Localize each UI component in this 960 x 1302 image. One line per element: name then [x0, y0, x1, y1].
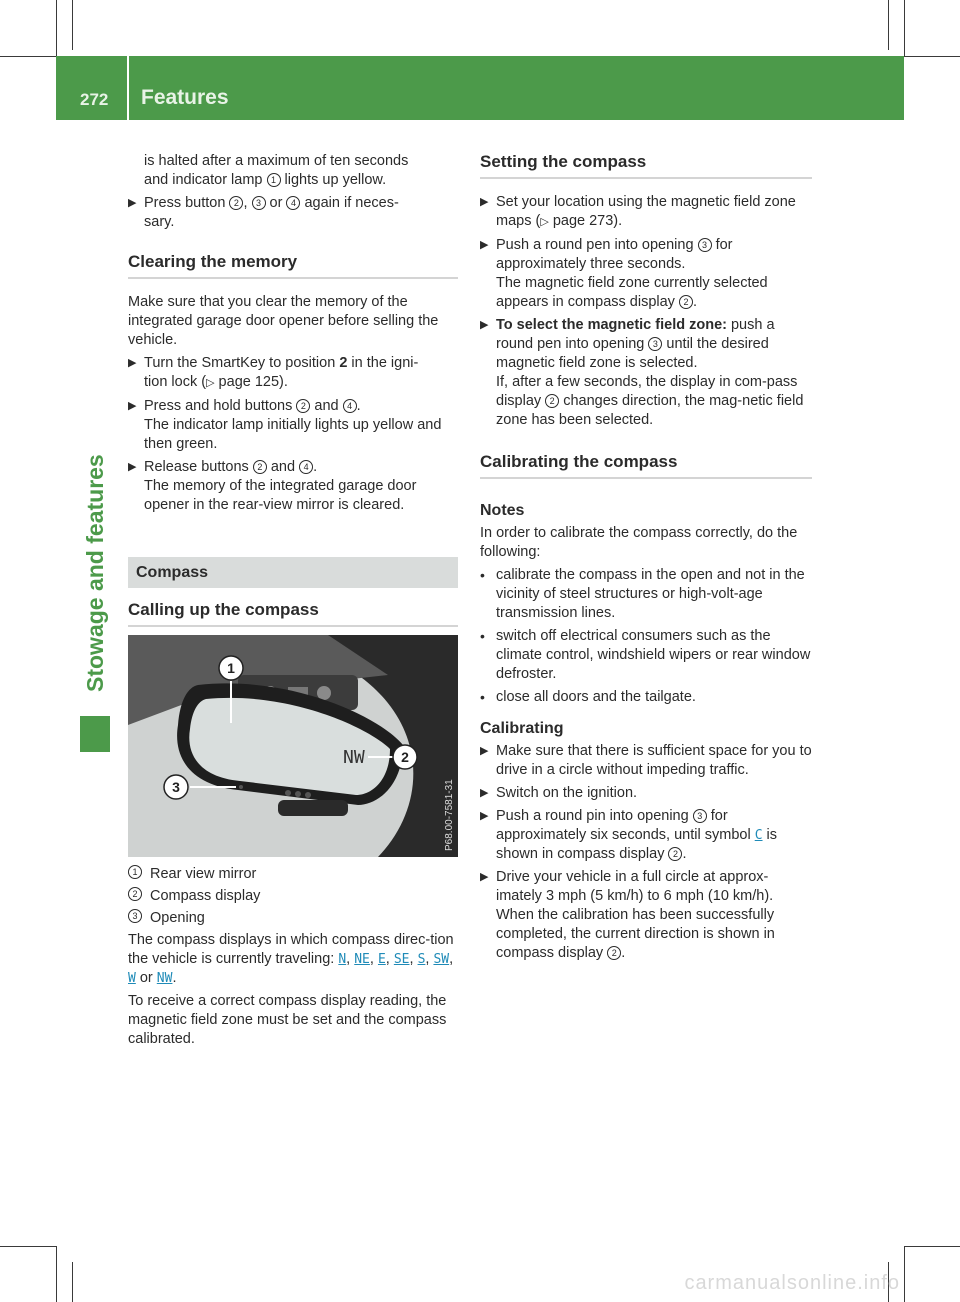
mirror-figure — [128, 635, 458, 857]
instruction-smartkey: ▶ Turn the SmartKey to position 2 in the igni- tion lock (▷ page 125). — [128, 355, 419, 390]
callout-1-label: 1 — [227, 660, 235, 676]
watermark: carmanualsonline.info — [684, 1272, 900, 1294]
left-column — [128, 152, 458, 1053]
heading-calibrating-compass: Calibrating the compass — [480, 452, 812, 479]
crop-mark — [56, 0, 57, 56]
arrow-bullet-icon: ▶ — [128, 400, 137, 412]
compass-display-text: NW — [343, 747, 365, 768]
crop-mark — [72, 0, 73, 50]
page-ref-arrow-icon: ▷ — [540, 216, 549, 228]
heading-calibrating: Calibrating — [480, 720, 564, 737]
notes-intro: In order to calibrate the compass correctly, do the following: — [480, 525, 798, 560]
instruction-set-location: ▶ Set your location using the magnetic field zone maps (▷ page 273). — [480, 194, 796, 229]
arrow-bullet-icon: ▶ — [480, 196, 489, 208]
side-tab-block — [80, 716, 110, 752]
note-item: • switch off electrical consumers such as the climate control, windshield wipers or rear window defroster. — [480, 628, 811, 682]
crop-mark — [72, 1262, 73, 1302]
arrow-bullet-icon: ▶ — [480, 239, 489, 251]
instruction-press-buttons: ▶ Press button 2 , 3 or 4 again if neces- sary. — [128, 195, 399, 230]
callout-1-icon: 1 — [267, 173, 281, 187]
rear-view-mirror-illustration — [128, 635, 458, 857]
instruction-drive-circle: ▶ Drive your vehicle in a full circle at approx-imately 3 mph (5 km/h) to 6 mph (10 km/h). When the calibration has been successfully completed, the current direction is shown in compass display 2 . — [480, 869, 775, 961]
legend-item: 2 Compass display — [128, 887, 458, 906]
crop-mark — [904, 1246, 960, 1247]
arrow-bullet-icon: ▶ — [128, 461, 137, 473]
page-number: 272 — [80, 90, 109, 109]
arrow-bullet-icon: ▶ — [480, 745, 489, 757]
crop-mark — [904, 0, 905, 56]
arrow-bullet-icon: ▶ — [480, 319, 489, 331]
section-compass: Compass — [128, 557, 458, 588]
receive-note: To receive a correct compass display reading, the magnetic field zone must be set and the compass calibrated. — [128, 993, 447, 1047]
arrow-bullet-icon: ▶ — [480, 810, 489, 822]
instruction-select-zone: ▶ To select the magnetic field zone: push a round pen into opening 3 until the desired magnetic field zone is selected. If, after a few seconds, the display in com-pass display 2 changes direction, the mag-netic field zone has been selected. — [480, 317, 804, 428]
heading-setting-compass: Setting the compass — [480, 152, 812, 179]
dot-bullet-icon: • — [480, 689, 485, 705]
legend-item: 3 Opening — [128, 909, 458, 928]
right-column — [480, 152, 812, 967]
crop-mark — [0, 56, 56, 57]
arrow-bullet-icon: ▶ — [128, 197, 137, 209]
figure-code: P68.00-7581-31 — [444, 779, 455, 851]
clear-intro: Make sure that you clear the memory of the integrated garage door opener before selling the vehicle. — [128, 294, 439, 348]
crop-mark — [904, 56, 960, 57]
crop-mark — [0, 1246, 56, 1247]
crop-mark — [904, 1246, 905, 1302]
calibration-symbol: C — [754, 828, 763, 843]
instruction-push-pin: ▶ Push a round pin into opening 3 for approximately six seconds, until symbol C is shown in compass display 2 . — [480, 808, 778, 862]
instruction-release: ▶ Release buttons 2 and 4 . The memory of the integrated garage door opener in the rear-view mirror is cleared. — [128, 459, 417, 513]
instruction-push-pen: ▶ Push a round pen into opening 3 for approximately three seconds. The magnetic field zone currently selected appears in compass display 2 . — [480, 237, 768, 310]
page-ref-arrow-icon: ▷ — [206, 377, 215, 389]
page-title: Features — [141, 86, 229, 109]
heading-clearing-memory: Clearing the memory — [128, 252, 458, 279]
continued-paragraph: is halted after a maximum of ten seconds and indicator lamp 1 lights up yellow. — [144, 153, 409, 188]
dot-bullet-icon: • — [480, 628, 485, 644]
crop-mark — [56, 1246, 57, 1302]
callout-3-label: 3 — [172, 779, 180, 795]
instruction-space: ▶ Make sure that there is sufficient space for you to drive in a circle without impeding traffic. — [480, 743, 812, 778]
arrow-bullet-icon: ▶ — [480, 787, 489, 799]
instruction-press-hold: ▶ Press and hold buttons 2 and 4 . The indicator lamp initially lights up yellow and then green. — [128, 398, 442, 452]
heading-calling-up-compass: Calling up the compass — [128, 600, 458, 627]
crop-mark — [888, 0, 889, 50]
dot-bullet-icon: • — [480, 567, 485, 583]
callout-2-label: 2 — [401, 749, 409, 765]
compass-directions: The compass displays in which compass direc-tion the vehicle is currently traveling: N, NE, E, SE, S, SW, W or NW. — [128, 932, 454, 986]
note-item: • close all doors and the tailgate. — [480, 689, 696, 705]
arrow-bullet-icon: ▶ — [128, 357, 137, 369]
instruction-ignition: ▶ Switch on the ignition. — [480, 785, 638, 801]
arrow-bullet-icon: ▶ — [480, 871, 489, 883]
legend-item: 1 Rear view mirror — [128, 865, 458, 884]
side-tab-label: Stowage and features — [82, 454, 108, 692]
header-divider — [127, 56, 129, 120]
note-item: • calibrate the compass in the open and not in the vicinity of steel structures or high-volt-age transmission lines. — [480, 567, 805, 621]
heading-notes: Notes — [480, 502, 525, 519]
